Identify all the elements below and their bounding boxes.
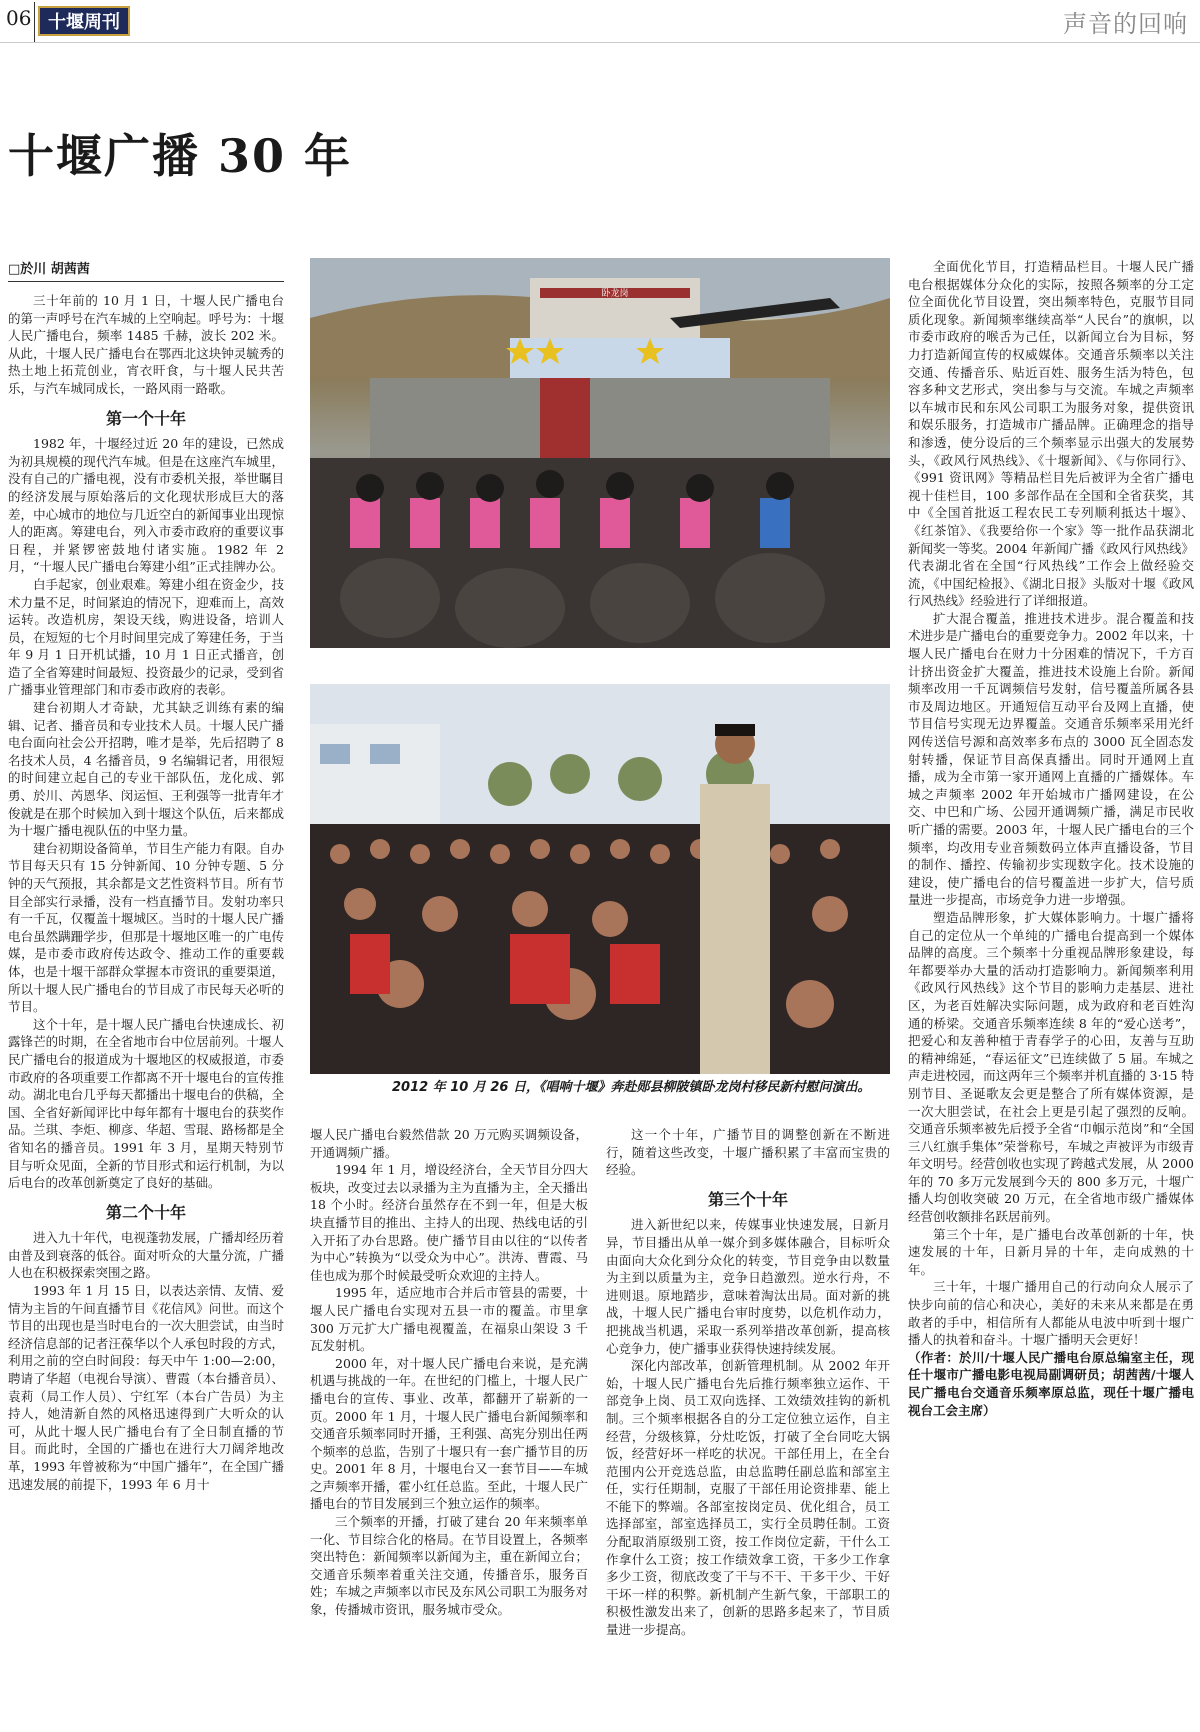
paragraph: 深化内部改革，创新管理机制。从 2002 年开始，十堰人民广播电台先后推行频率独立运作、干部竞争上岗、员工双向选择、工效绩效挂钩的新机制。三个频率根据各自的分工定位独立运作，自主经营，分级核算，分灶吃饭，打破了全台同吃大锅饭，经营好坏一样吃的状况。干部任用上，在全台范围内公开竞选总监，由总监聘任副总监和部室主任，实行任期制，克服了干部任用论资排辈、能上不能下的弊端。各部室按岗定员、优化组合，员工选择部室，部室选择员工，实行全员聘任制。工资分配取消原级别工资，按工作岗位定薪，干什么工作拿什么工资；按工作绩效拿工资，干多少工作拿多少工资，彻底改变了干与不干、干多干少、干好干坏一样的积弊。新机制产生新气象，干部职工的积极性激发出来了，创新的思路多起来了，节目质量进一步提高。: [606, 1358, 890, 1638]
header-divider: [34, 2, 35, 42]
paragraph: 1982 年，十堰经过近 20 年的建设，已然成为初具规模的现代汽车城。但是在这座汽车城里，没有自己的广播电视，没有市委机关报，举世瞩目的经济发展与原始落后的文化现状形成巨大的落差，中心城市的地位与几近空白的新闻事业出现惊人的距离。筹建电台，列入市委市政府的重要议事日程，并紧锣密鼓地付诸实施。1982 年 2 月，“十堰人民广播电台筹建小组”正式挂牌办公。: [8, 436, 284, 575]
paragraph: 1993 年 1 月 15 日，以表达亲情、友情、爱情为主旨的午间直播节目《花信风》问世。而这个节目的出现也是当时电台的一次大胆尝试，由当时经济信息部的记者汪葆华以个人承包时段的方式，利用之前的空白时间段：每天中午 1:00—2:00，聘请了华超（电视台导演）、曹霞（本台播音员）、袁莉（局工作人员）、宁红军（本台广告员）为主持人，她清新自然的风格迅速得到广大听众的认可，从此十堰人民广播电台有了全日制直播的节目。而此时，全国的广播也在进行大刀阔斧地改革，1993 年曾被称为“中国广播年”，在全国广播迅速发展的前提下，1993 年 6 月十: [8, 1283, 284, 1492]
paragraph: 三十年，十堰广播用自己的行动向众人展示了快步向前的信心和决心，美好的未来从来都是在勇敢者的手中，相信所有人都能从电波中听到十堰广播人的执着和奋斗。十堰广播明天会更好！: [908, 1279, 1194, 1348]
column-3: [606, 1126, 890, 1639]
paragraph: 2000 年，对十堰人民广播电台来说，是充满机遇与挑战的一年。在世纪的门槛上，十堰人民广播电台的宣传、事业、改革，都翻开了崭新的一页。2000 年 1 月，十堰人民广播电台新闻频率和交通音乐频率同时开播，王利强、高宪分别出任两个频率的总监，告别了十堰只有一套广播节目的历史。2001 年 8 月，十堰电台又一套节目——车城之声频率开播，霍小红任总监。至此，十堰人民广播电台的节目发展到三个独立运作的频率。: [310, 1355, 588, 1512]
section-title: 声音的回响: [1063, 10, 1188, 38]
paragraph: 三十年前的 10 月 1 日，十堰人民广播电台的第一声呼号在汽车城的上空响起。呼号为：十堰人民广播电台，频率 1485 千赫，波长 202 米。从此，十堰人民广播电台在鄂西北这块钟灵毓秀的热土地上拓荒创业，宵衣旰食，与十堰人民共苦乐，与汽车城同成长，一路风雨一路歌。: [8, 293, 284, 396]
photo-stage-performance: [310, 258, 890, 648]
paragraph: 1995 年，适应地市合并后市管县的需要，十堰人民广播电台实现对五县一市的覆盖。市里拿 300 万元扩大广播电视覆盖，在福泉山架设 3 千瓦发射机。: [310, 1285, 588, 1354]
author-note: （作者：於川/十堰人民广播电台原总编室主任，现任十堰市广播电影电视局副调研员；胡茜茜/十堰人民广播电台交通音乐频率原总监，现任十堰广播电视台工会主席）: [908, 1349, 1194, 1418]
subheading-second-decade: 第二个十年: [105, 1202, 186, 1222]
paragraph: 扩大混合覆盖，推进技术进步。混合覆盖和技术进步是广播电台的重要竞争力。2002 年以来，十堰人民广播电台在财力十分困难的情况下，千方百计挤出资金扩大覆盖，推进技术设施上台阶。新闻频率改用一千瓦调频信号发射，信号覆盖所属各县市及周边地区。开通短信互动平台及网上直播，使节目信号实现无边界覆盖。交通音乐频率采用光纤网传送信号源和高效率多布点的 3000 瓦全固态发射转播，保证节目高保真播出。同时开通网上直播，成为全市第一家开通网上直播的广播媒体。车城之声频率 2002 年开始城市广播网建设，在公交、中巴和广场、公园开通调频广播，满足市民收听广播的需要。2003 年，十堰人民广播电台的三个频率，均改用专业音频数码立体声直播设备，节目的制作、播控、传输初步实现数字化。技术设施的建设，使广播电台的信号覆盖进一步扩大，信号质量进一步提高，市场竞争力进一步增强。: [908, 610, 1194, 908]
column-1: [8, 292, 284, 1493]
article-title: 十堰广播 30 年: [8, 129, 353, 183]
paragraph: 堰人民广播电台毅然借款 20 万元购买调频设备，开通调频广播。: [310, 1127, 588, 1160]
paragraph: 这一个十年，广播节目的调整创新在不断进行，随着这些改变，十堰广播积累了丰富而宝贵的经验。: [606, 1127, 890, 1178]
paragraph: 进入新世纪以来，传媒事业快速发展，日新月异，节目播出从单一媒介到多媒体融合，目标听众由面向大众化到分众化的转变，节目竞争由以数量为主到以质量为主，竞争日趋激烈。逆水行舟，不进则退。原地踏步，意味着淘汰出局。面对新的挑战，十堰人民广播电台审时度势，以危机作动力，把挑战当机遇，采取一系列举措改革创新，提高核心竞争力，使广播事业获得快速持续发展。: [606, 1217, 890, 1356]
subheading-first-decade: 第一个十年: [105, 408, 186, 428]
subheading-third-decade: 第三个十年: [707, 1189, 788, 1209]
header-rule: [0, 42, 1200, 43]
paragraph: 第三个十年，是广播电台改革创新的十年，快速发展的十年，日新月异的十年，走向成熟的十年。: [908, 1226, 1194, 1277]
paragraph: 白手起家，创业艰难。筹建小组在资金少，技术力量不足，时间紧迫的情况下，迎难而上，高效运转。改造机房，架设天线，购进设备，培训人员，在短短的七个月时间里完成了筹建任务，于当年 9 月 1 日开机试播，10 月 1 日正式播音，创造了全省筹建时间最短、投资最少的记录，受到省广播事业管理部门和市委市政府的表彰。: [8, 576, 284, 698]
paragraph: 建台初期人才奇缺，尤其缺乏训练有素的编辑、记者、播音员和专业技术人员。十堰人民广播电台面向社会公开招聘，唯才是举，先后招聘了 8 名技术人员，4 名播音员，9 名编辑记者，用很短的时间建立起自己的专业干部队伍，龙化成、郭勇、於川、芮恩华、闵运恒、王利强等一批青年才俊就是在那个时候加入到十堰这个队伍，后来都成为十堰广播电视队伍的中坚力量。: [8, 700, 284, 839]
paragraph: 塑造品牌形象，扩大媒体影响力。十堰广播将自己的定位从一个单纯的广播电台提高到一个媒体品牌的高度。三个频率十分重视品牌形象建设，每年都要举办大量的活动打造影响力。新闻频率利用《政风行风热线》这个节目的影响力走基层、进社区，为老百姓解决实际问题，成为政府和老百姓沟通的桥梁。交通音乐频率连续 8 年的“爱心送考”，把爱心和友善种植于青春学子的心田，友善与互助的精神绵延，“春运征文”已连续做了 5 届。车城之声走进校园，而这两年三个频率并机直播的 3·15 特别节目、圣诞歌友会更是整合了所有媒体资源，是一次大胆尝试，在社会上更是引起了强烈的反响。交通音乐频率被先后授予全省“巾帼示范岗”和“全国三八红旗手集体”荣誉称号，车城之声被评为市级青年文明号。经营创收也实现了跨越式发展，从 2000 年的 70 多万元发展到今天的 800 多万元，十堰广播人均创收突破 20 万元，在全省地市级广播媒体经营创收额排名跃居前列。: [908, 909, 1194, 1225]
paragraph: 全面优化节目，打造精品栏目。十堰人民广播电台根据媒体分众化的实际，按照各频率的分工定位全面优化节目设置，突出频率特色，克服节目同质化现象。新闻频率继续高举“人民台”的旗帜，以市委市政府的喉舌为己任，以新闻立台为目标，努力打造新闻宣传的权威媒体。交通音乐频率以关注交通、传播音乐、贴近百姓、服务生活为特色，包容多种文艺形式，突出参与与交流。车城之声频率以车城市民和东风公司职工为服务对象，提供资讯和娱乐服务，打造城市广播品牌。正确理念的指导和渗透，使分设后的三个频率显示出强大的发展势头，《政风行风热线》、《十堰新闻》、《与你同行》、《991 资讯网》等精品栏目先后被评为全省广播电视十佳栏目，100 多部作品在全国和全省获奖，其中《全国首批返工程农民工专列顺利抵达十堰》、《红茶馆》、《我要给你一个家》等一批作品获湖北新闻奖一等奖。2004 年新闻广播《政风行风热线》代表湖北省在全国“行风热线”工作会上做经验交流，《中国纪检报》、《湖北日报》头版对十堰《政风行风热线》经验进行了详细报道。: [908, 259, 1194, 609]
stage-photo-illustration: [310, 258, 890, 648]
paragraph: 1994 年 1 月，增设经济台，全天节目分四大板块，改变过去以录播为主为直播为主，全天播出 18 个小时。经济台虽然存在不到一年，但是大板块直播节目的推出、主持人的出现、热线电话的引入开拓了办台思路。使广播节目由以往的“以传者为中心”转换为“以受众为中心”。洪涛、曹霞、马佳也成为那个时候最受听众欢迎的主持人。: [310, 1162, 588, 1283]
paragraph: 这个十年，是十堰人民广播电台快速成长、初露锋芒的时期，在全省地市台中位居前列。十堰人民广播电台的报道成为十堰地区的权威报道，市委市政府的各项重要工作都离不开十堰电台的宣传推动。湖北电台几乎每天都播出十堰电台的供稿，全国、全省好新闻评比中每年都有十堰电台的获奖作品。兰琪、李炬、柳彦、华超、雪琨、路杨都是全省知名的播音员。1991 年 3 月，星期天特别节目与听众见面，全新的节目形式和运行机制，为以后电台的改革创新奠定了良好的基础。: [8, 1016, 284, 1191]
page-number: 06: [6, 6, 32, 30]
column-2: [310, 1126, 588, 1619]
masthead-logo: 十堰周刊: [38, 6, 130, 36]
column-4: [908, 258, 1194, 1419]
building-sign: 卧龙岗: [601, 289, 629, 299]
photo-audience: [310, 684, 890, 1074]
paragraph: 进入九十年代，电视蓬勃发展，广播却经历着由普及到衰落的低谷。面对听众的大量分流，广播人也在积极探索突围之路。: [8, 1230, 284, 1281]
paragraph: 建台初期设备简单，节目生产能力有限。自办节目每天只有 15 分钟新闻、10 分钟专题、5 分钟的天气预报，其余都是文艺性资料节目。所有节目全部实行录播，没有一档直播节目。发射功率只有一千瓦，仅覆盖十堰城区。当时的十堰人民广播电台虽然蹒跚学步，但那是十堰地区唯一的广电传媒，是市委市政府传达政令、推动工作的重要载体，也是十堰干部群众掌握本市资讯的重要渠道，所以十堰人民广播电台的节目成了市民每天必听的节目。: [8, 840, 284, 1015]
photo-caption: 2012 年 10 月 26 日，《唱响十堰》奔赴郧县柳陂镇卧龙岗村移民新村慰问演出。: [392, 1080, 871, 1095]
byline: □於川 胡茜茜: [8, 258, 284, 282]
audience-photo-illustration: [310, 684, 890, 1074]
paragraph: 三个频率的开播，打破了建台 20 年来频率单一化、节目综合化的格局。在节目设置上，各频率突出特色：新闻频率以新闻为主，重在新闻立台；交通音乐频率着重关注交通，传播音乐，服务百姓；车城之声频率以市民及东风公司职工为服务对象，传播城市资讯，服务城市受众。: [310, 1514, 588, 1618]
